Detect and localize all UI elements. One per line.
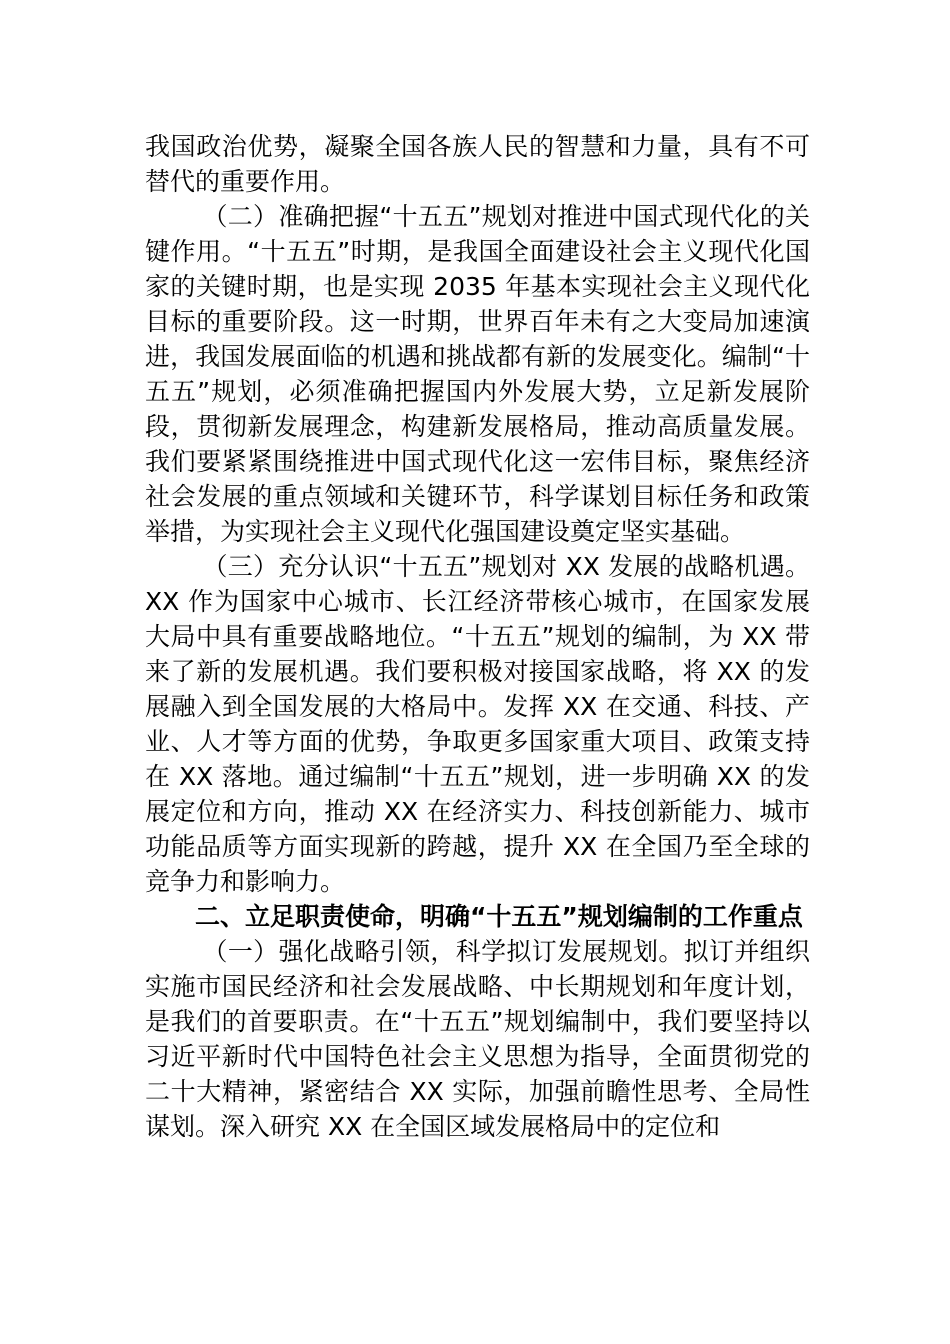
paragraph-section-three: （三）充分认识“十五五”规划对 XX 发展的战略机遇。XX 作为国家中心城市、长江经济带核心城市，在国家发展大局中具有重要战略地位。“十五五”规划的编制，为 XX 带来了新的发展机遇。我们要积极对接国家战略，将 XX 的发展融入到全国发展的大格局中。发挥 XX 在交通、科技、产业、人才等方面的优势，争取更多国家重大项目、政策支持在 XX 落地。通过编制“十五五”规划，进一步明确 XX 的发展定位和方向，推动 XX 在经济实力、科技创新能力、城市功能品质等方面实现新的跨越，提升 XX 在全国乃至全球的竞争力和影响力。	[145, 552, 810, 896]
section-heading-two: 二、立足职责使命，明确“十五五”规划编制的工作重点	[195, 902, 803, 931]
paragraph-subsection-one: （一）强化战略引领，科学拟订发展规划。拟订并组织实施市国民经济和社会发展战略、中长期规划和年度计划，是我们的首要职责。在“十五五”规划编制中，我们要坚持以习近平新时代中国特色社会主义思想为指导，全面贯彻党的二十大精神，紧密结合 XX 实际，加强前瞻性思考、全局性谋划。深入研究 XX 在全国区域发展格局中的定位和	[145, 937, 810, 1141]
document-body	[145, 129, 810, 1144]
paragraph-section-two: （二）准确把握“十五五”规划对推进中国式现代化的关键作用。“十五五”时期，是我国全面建设社会主义现代化国家的关键时期，也是实现 2035 年基本实现社会主义现代化目标的重要阶段。这一时期，世界百年未有之大变局加速演进，我国发展面临的机遇和挑战都有新的发展变化。编制“十五五”规划，必须准确把握国内外发展大势，立足新发展阶段，贯彻新发展理念，构建新发展格局，推动高质量发展。我们要紧紧围绕推进中国式现代化这一宏伟目标，聚焦经济社会发展的重点领域和关键环节，科学谋划目标任务和政策举措，为实现社会主义现代化强国建设奠定坚实基础。	[145, 202, 810, 546]
paragraph-continuation: 我国政治优势，凝聚全国各族人民的智慧和力量，具有不可替代的重要作用。	[145, 132, 810, 196]
